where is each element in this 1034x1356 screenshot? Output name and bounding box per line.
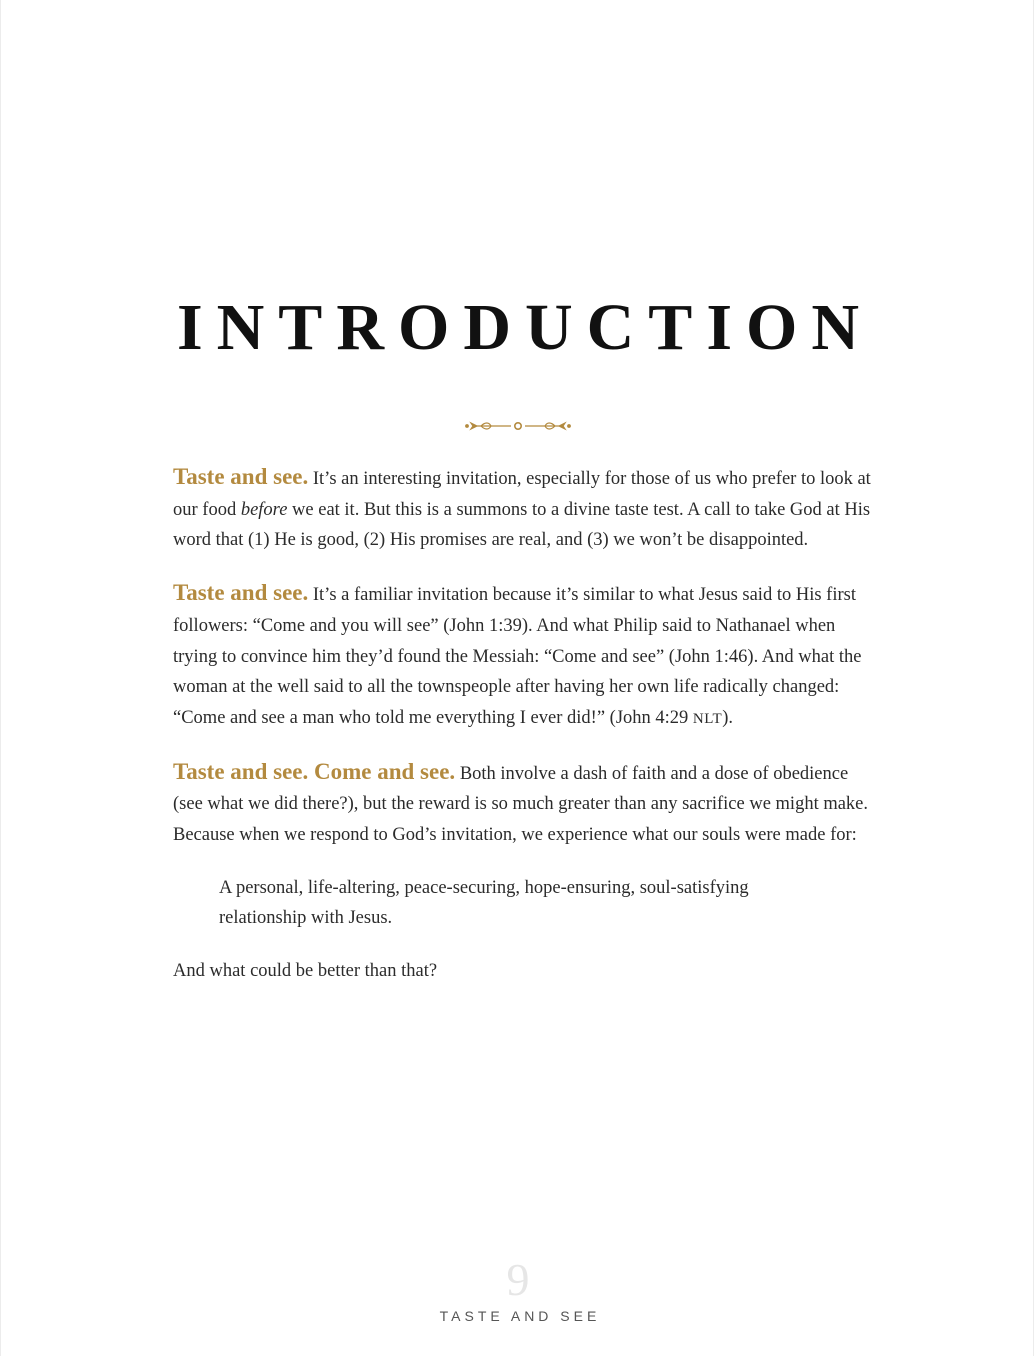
chapter-title: INTRODUCTION <box>176 291 874 364</box>
running-footer-title: TASTE AND SEE <box>439 1308 601 1324</box>
paragraph-3 <box>173 757 873 851</box>
paragraph-text: Both involve a dash of faith and a dose of obedience (see what we did there?), but the reward is so much greater than any sacrifice we might make. Because when we respond to God’s invitation, we experience what our souls were made for: <box>173 763 869 846</box>
closing-line: And what could be better than that? <box>173 961 438 982</box>
translation-abbrev: NLT <box>692 710 723 727</box>
paragraph-text: ). <box>722 707 733 728</box>
paragraph-lead: Taste and see. Come and see. <box>173 758 456 784</box>
paragraph-text: It’s a familiar invitation because it’s similar to what Jesus said to His first followers: “Come and you will see” (John 1:39). And what Philip said to Nathanael when trying to convince him they’d found the Messiah: “Come and see” (John 1:46). And what the woman at the well said to all the townspeople after having her own life radically changed: “Come and see a man who told me everything I ever did!” (John 4:29 <box>173 585 862 728</box>
block-quote: A personal, life-altering, peace-securing, hope-ensuring, soul-satisfying relationship with Jesus. <box>219 877 749 929</box>
paragraph-2 <box>173 578 873 735</box>
page-number: 9 <box>506 1254 530 1305</box>
flourish-divider-icon <box>463 416 573 436</box>
body-text <box>173 462 873 1009</box>
paragraph-lead: Taste and see. <box>173 580 309 606</box>
paragraph-emphasis: before <box>240 499 288 520</box>
paragraph-text: It’s an interesting invitation, especially for those of us who prefer to look at our food <box>173 469 871 520</box>
paragraph-1 <box>173 462 873 556</box>
paragraph-lead: Taste and see. <box>173 464 309 489</box>
paragraph-text: we eat it. But this is a summons to a divine taste test. A call to take God at His word that (1) He is good, (2) His promises are real, and (3) we won’t be disappointed. <box>173 499 871 551</box>
